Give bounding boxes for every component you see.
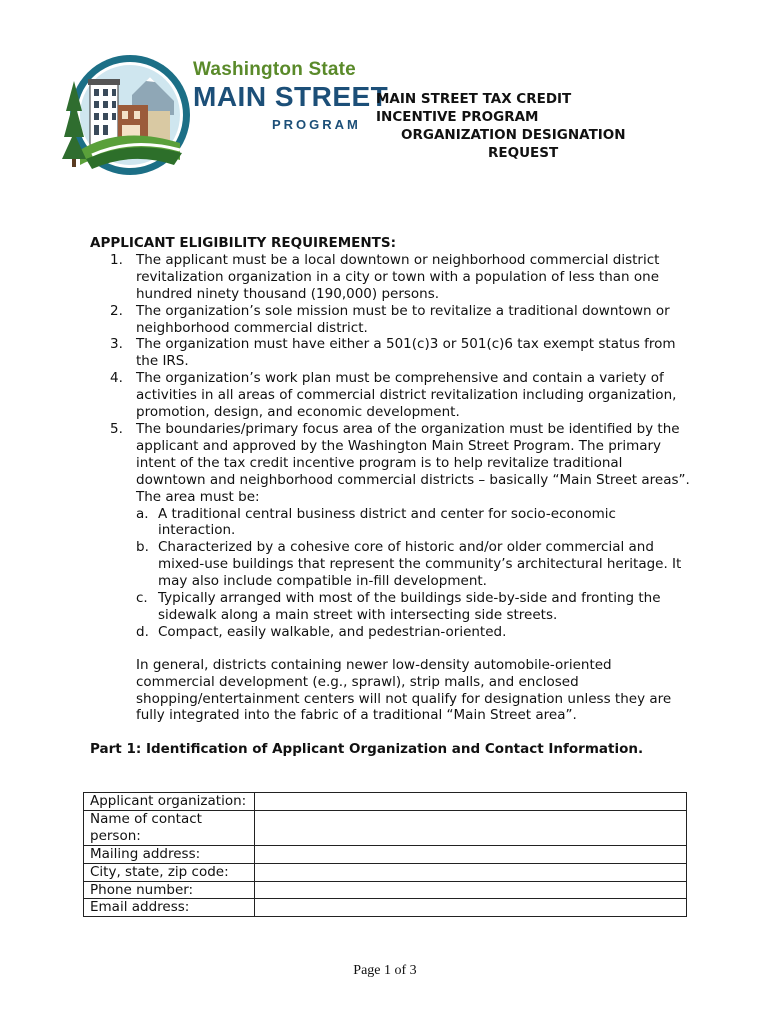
logo-line1: Washington State [193, 59, 356, 80]
title-line2: INCENTIVE PROGRAM [376, 109, 539, 125]
field-label: Phone number: [84, 881, 255, 899]
field-label: City, state, zip code: [84, 863, 255, 881]
sub-list-item-letter: a. [136, 505, 149, 522]
sub-list-item-letter: c. [136, 590, 148, 607]
title-line1: MAIN STREET TAX CREDIT [376, 91, 572, 107]
list-item-number: 2. [110, 302, 123, 319]
eligibility-heading: APPLICANT ELIGIBILITY REQUIREMENTS: [90, 235, 396, 251]
table-row [84, 810, 687, 845]
table-row [84, 863, 687, 881]
area-criteria-list [136, 506, 690, 641]
list-item [90, 336, 690, 370]
eligibility-list [90, 252, 690, 641]
list-item-number: 5. [110, 420, 123, 437]
sub-list-item-text: Typically arranged with most of the buildings side-by-side and fronting the sidewalk along a main street with intersecting side streets. [158, 590, 661, 623]
document-title [376, 90, 676, 162]
main-street-logo-icon [62, 55, 197, 175]
list-item-text: The organization’s work plan must be comprehensive and contain a variety of activities in all areas of commercial district revitalization including organization, promotion, design, and economic development. [136, 370, 677, 421]
page-number: Page 1 of 3 [353, 963, 417, 978]
list-item-text: The organization’s sole mission must be to revitalize a traditional downtown or neighborhood commercial district. [136, 302, 670, 336]
list-item-number: 3. [110, 336, 123, 353]
city-state-zip-field[interactable] [255, 863, 687, 881]
list-item [90, 252, 690, 303]
applicant-organization-field[interactable] [255, 793, 687, 811]
sub-list-item-text: Characterized by a cohesive core of historic and/or older commercial and mixed-use buildings that represent the community’s architectural heritage. It may also include compatible in-fill development. [158, 539, 682, 590]
program-logo [62, 55, 389, 175]
part1-heading: Part 1: Identification of Applicant Organization and Contact Information. [90, 741, 644, 758]
list-item [90, 370, 690, 421]
sub-list-item-text: A traditional central business district and center for socio-economic interaction. [158, 505, 616, 539]
field-label: Email address: [84, 899, 255, 917]
list-item-text: The organization must have either a 501(c)3 or 501(c)6 tax exempt status from the IRS. [136, 336, 676, 370]
sub-list-item [136, 624, 690, 641]
sub-list-item-text: Compact, easily walkable, and pedestrian-oriented. [158, 623, 507, 640]
sub-list-item [136, 590, 690, 624]
mailing-address-field[interactable] [255, 845, 687, 863]
list-item-number: 4. [110, 370, 123, 387]
field-label: Applicant organization: [84, 793, 255, 811]
list-item-number: 1. [110, 251, 123, 268]
field-label: Name of contact person: [84, 810, 255, 845]
list-item-text: The applicant must be a local downtown or neighborhood commercial district revitalization organization in a city or town with a population of less than one hundred ninety thousand (190,000) persons. [136, 251, 660, 302]
table-row [84, 899, 687, 917]
phone-number-field[interactable] [255, 881, 687, 899]
list-item-text: The boundaries/primary focus area of the organization must be identified by the applicant and approved by the Washington Main Street Program. The primary intent of the tax credit incentive program is to help revitalize traditional downtown and neighborhood commercial districts – basically “Main Street areas”. The area must be: [136, 420, 690, 505]
sub-list-item-letter: d. [136, 623, 149, 640]
contact-info-table [83, 792, 687, 917]
logo-line3: PROGRAM [272, 117, 361, 132]
table-row [84, 881, 687, 899]
email-address-field[interactable] [255, 899, 687, 917]
sub-list-item-letter: b. [136, 539, 149, 556]
logo-line2: MAIN STREET [193, 81, 389, 112]
sub-list-item [136, 506, 690, 540]
list-item [90, 421, 690, 641]
title-line3: ORGANIZATION DESIGNATION [401, 127, 626, 143]
general-note-paragraph: In general, districts containing newer low-density automobile-oriented commercial development (e.g., sprawl), strip malls, and enclosed shopping/entertainment centers will not qualify for designation unless they are fully integrated into the fabric of a traditional “Main Street area”. [136, 656, 672, 724]
title-line4: REQUEST [488, 145, 559, 161]
contact-name-field[interactable] [255, 810, 687, 845]
field-label: Mailing address: [84, 845, 255, 863]
table-row [84, 845, 687, 863]
document-body [90, 235, 690, 758]
sub-list-item [136, 539, 690, 590]
table-row [84, 793, 687, 811]
list-item [90, 303, 690, 337]
